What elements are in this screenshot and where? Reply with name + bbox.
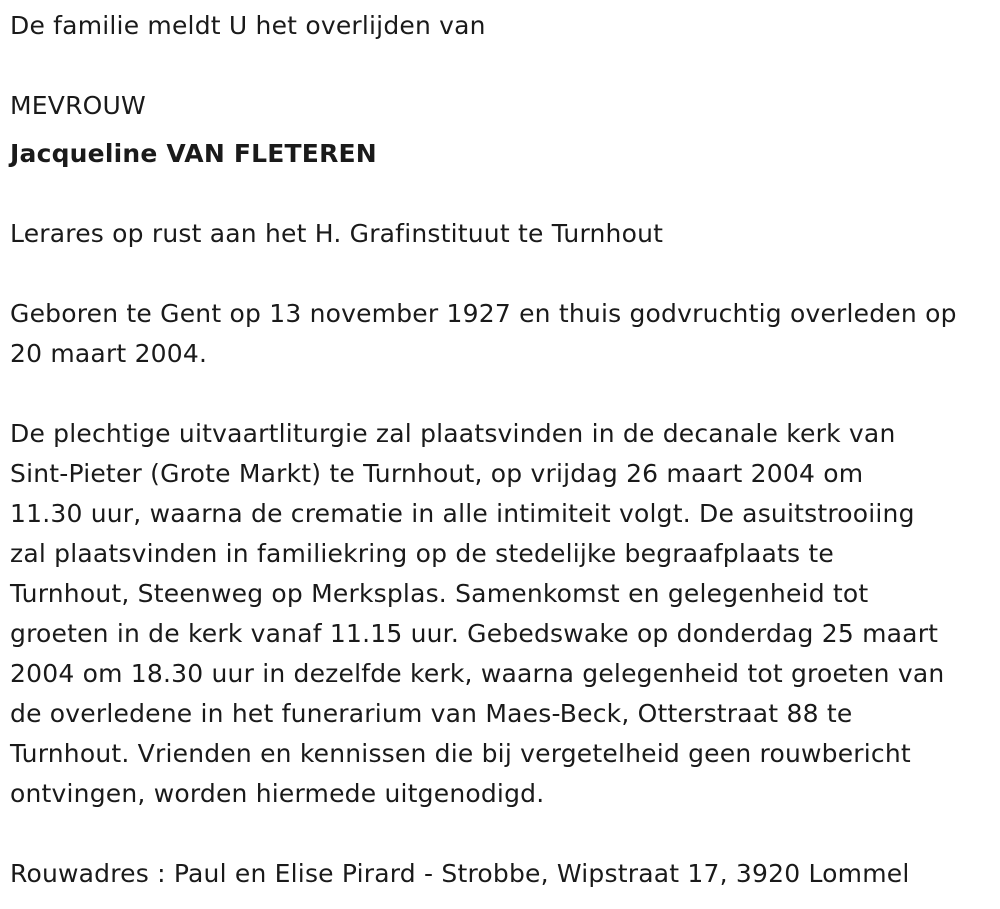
funeral-line: Turnhout, Steenweg op Merksplas. Samenkomst en gelegenheid tot xyxy=(10,579,869,608)
funeral-line: Sint-Pieter (Grote Markt) te Turnhout, op vrijdag 26 maart 2004 om xyxy=(10,459,864,488)
funeral-line: 11.30 uur, waarna de crematie in alle intimiteit volgt. De asuitstrooiing xyxy=(10,499,915,528)
deceased-name: Jacqueline VAN FLETEREN xyxy=(10,139,377,168)
funeral-line: zal plaatsvinden in familiekring op de stedelijke begraafplaats te xyxy=(10,539,835,568)
intro-text: De familie meldt U het overlijden van xyxy=(10,11,486,40)
funeral-line: ontvingen, worden hiermede uitgenodigd. xyxy=(10,779,545,808)
spacer xyxy=(10,254,990,294)
spacer xyxy=(10,46,990,86)
funeral-paragraph xyxy=(10,414,990,814)
occupation-text: Lerares op rust aan het H. Grafinstituut te Turnhout xyxy=(10,219,664,248)
funeral-line: Turnhout. Vrienden en kennissen die bij vergetelheid geen rouwbericht xyxy=(10,739,911,768)
spacer xyxy=(10,374,990,414)
birth-death-text: Geboren te Gent op 13 november 1927 en thuis godvruchtig overleden op 20 maart 2004. xyxy=(10,299,957,368)
funeral-line: de overledene in het funerarium van Maes-Beck, Otterstraat 88 te xyxy=(10,699,853,728)
address-text: Rouwadres : Paul en Elise Pirard - Strobbe, Wipstraat 17, 3920 Lommel xyxy=(10,859,910,888)
funeral-line: De plechtige uitvaartliturgie zal plaatsvinden in de decanale kerk van xyxy=(10,419,896,448)
spacer xyxy=(10,126,990,134)
spacer xyxy=(10,814,990,854)
salutation: MEVROUW xyxy=(10,91,146,120)
funeral-line: groeten in de kerk vanaf 11.15 uur. Gebedswake op donderdag 25 maart xyxy=(10,619,939,648)
spacer xyxy=(10,174,990,214)
funeral-line: 2004 om 18.30 uur in dezelfde kerk, waarna gelegenheid tot groeten van xyxy=(10,659,945,688)
